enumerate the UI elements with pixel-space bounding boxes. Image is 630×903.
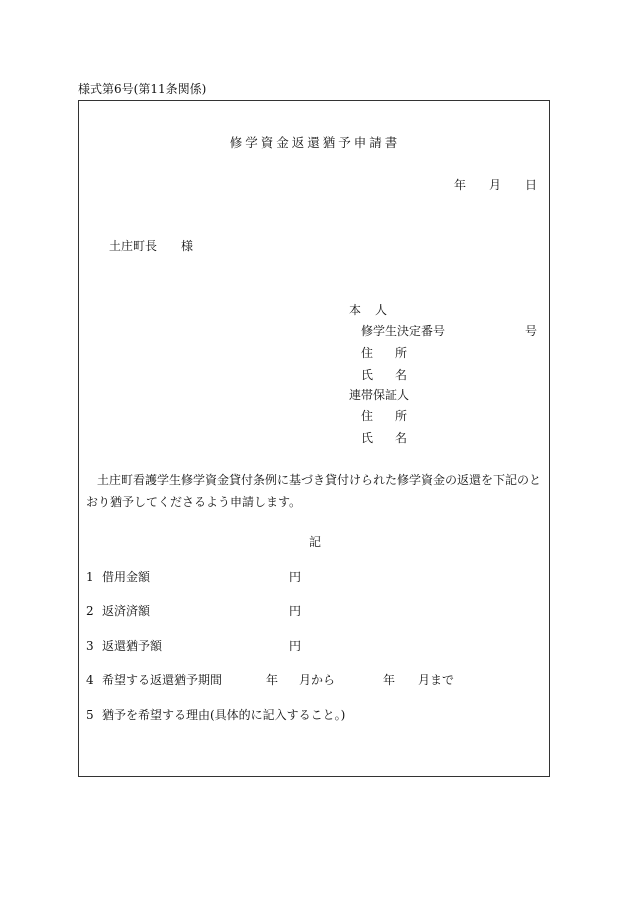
item-deferral-reason: [86, 706, 345, 723]
item-number: 1: [86, 570, 94, 584]
form-number: 様式第6号(第11条関係): [78, 82, 207, 96]
applicant-name-label: [361, 366, 407, 383]
applicant-name-char1: 氏: [361, 368, 374, 382]
applicant-label-char2: 人: [375, 303, 388, 317]
item-number: 2: [86, 604, 94, 618]
period-from-year: 年: [266, 673, 279, 687]
item-deferral-period: [86, 671, 222, 688]
guarantor-label: 連帯保証人: [349, 388, 410, 402]
item-repaid-amount: [86, 602, 150, 619]
applicant-label: [349, 301, 387, 318]
applicant-address-char1: 住: [361, 346, 374, 360]
guarantor-name-char2: 名: [395, 431, 408, 445]
guarantor-name-label: [361, 429, 407, 446]
item-deferral-amount: [86, 637, 162, 654]
item-label: 返還猶予額: [102, 639, 163, 653]
decision-number-suffix: 号: [525, 324, 538, 338]
applicant-name-char2: 名: [395, 368, 408, 382]
period-to-year: 年: [383, 673, 396, 687]
form-title: 修学資金返還猶予申請書: [229, 135, 401, 150]
addressee: [109, 237, 193, 254]
addressee-name: 土庄町長: [109, 239, 158, 253]
applicant-address-char2: 所: [395, 346, 408, 360]
guarantor-address-char2: 所: [395, 409, 408, 423]
item-borrowed-amount: [86, 568, 150, 585]
decision-number-label: 修学生決定番号: [361, 324, 446, 338]
application-form-frame: [78, 100, 550, 777]
item-number: 3: [86, 639, 94, 653]
item-number: 5: [86, 708, 94, 722]
guarantor-address-char1: 住: [361, 409, 374, 423]
applicant-address-label: [361, 344, 407, 361]
date-year-label: 年: [454, 178, 467, 192]
period-from-month: 月から: [299, 673, 336, 687]
applicant-label-char1: 本: [349, 303, 362, 317]
application-statement: 土庄町看護学生修学資金貸付条例に基づき貸付けられた修学資金の返還を下記のとおり猶予してくださるよう申請します。: [86, 473, 542, 509]
item-deferral-amount-unit: 円: [289, 639, 302, 653]
guarantor-name-char1: 氏: [361, 431, 374, 445]
item-label: 返済済額: [102, 604, 151, 618]
ki-heading: 記: [308, 535, 321, 549]
date-day-label: 日: [525, 178, 538, 192]
date-month-label: 月: [489, 178, 502, 192]
item-borrowed-amount-unit: 円: [289, 570, 302, 584]
item-number: 4: [86, 673, 94, 687]
item-label: 借用金額: [102, 570, 151, 584]
item-repaid-amount-unit: 円: [289, 604, 302, 618]
item-label: 希望する返還猶予期間: [102, 673, 223, 687]
guarantor-address-label: [361, 407, 407, 424]
item-label: 猶予を希望する理由(具体的に記入すること。): [102, 708, 346, 722]
addressee-honorific: 様: [181, 239, 194, 253]
period-to-month: 月まで: [418, 673, 455, 687]
